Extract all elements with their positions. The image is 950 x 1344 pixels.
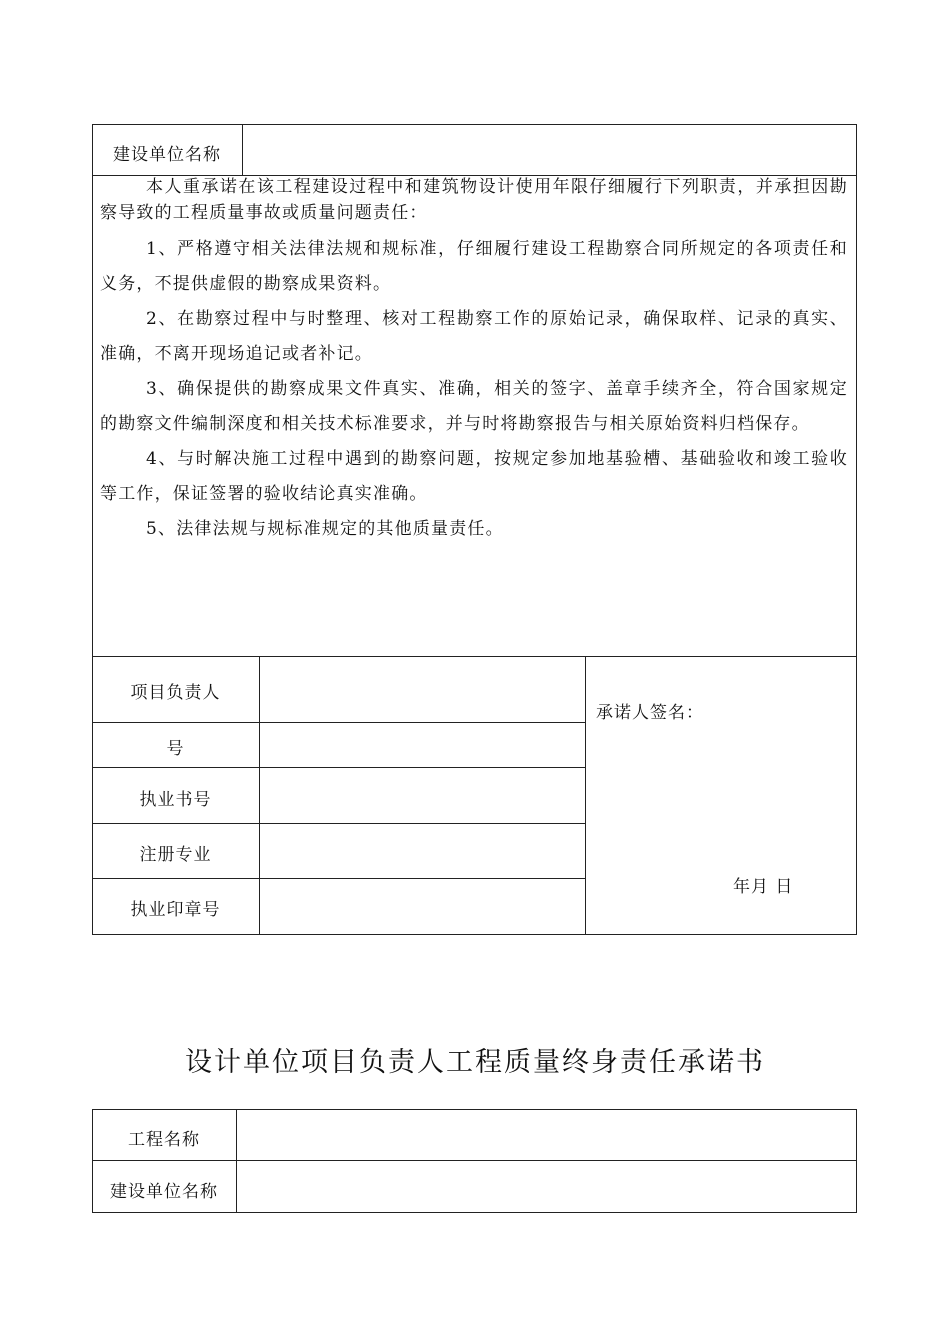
unit-name-label: 建设单位名称 (113, 145, 221, 165)
id-number-label: 号 (166, 739, 185, 759)
commitment-intro: 本人重承诺在该工程建设过程中和建筑物设计使用年限仔细履行下列职责，并承担因勘察导致的工程质量事故或质量问题责任： (100, 177, 848, 223)
registered-specialty-label: 注册专业 (139, 845, 212, 865)
license-number-value[interactable] (260, 768, 585, 823)
project-leader-label: 项目负责人 (130, 683, 221, 703)
commitment-item: 1、严格遵守相关法律法规和规标准，仔细履行建设工程勘察合同所规定的各项责任和义务，不提供虚假的勘察成果资料。 (100, 239, 848, 294)
license-number-label: 执业书号 (139, 790, 212, 810)
signature-area[interactable] (586, 725, 856, 865)
commitment-item: 4、与时解决施工过程中遇到的勘察问题，按规定参加地基验槽、基础验收和竣工验收等工作，保证签署的验收结论真实准确。 (100, 449, 848, 504)
page-title: 设计单位项目负责人工程质量终身责任承诺书 (185, 1047, 765, 1078)
registered-specialty-value[interactable] (260, 824, 585, 878)
commitment-text (100, 172, 848, 547)
unit-name-label-2: 建设单位名称 (110, 1182, 218, 1202)
signature-label: 承诺人签名： (596, 703, 704, 723)
commitment-item: 5、法律法规与规标准规定的其他质量责任。 (146, 519, 504, 539)
seal-number-value[interactable] (260, 879, 585, 934)
project-name-label: 工程名称 (128, 1130, 200, 1150)
project-leader-value[interactable] (260, 657, 585, 722)
date-label: 年月 日 (733, 877, 794, 897)
commitment-item: 3、确保提供的勘察成果文件真实、准确，相关的签字、盖章手续齐全，符合国家规定的勘察文件编制深度和相关技术标准要求，并与时将勘察报告与相关原始资料归档保存。 (100, 379, 848, 434)
seal-number-label: 执业印章号 (130, 900, 221, 920)
unit-name-value-2[interactable] (237, 1161, 856, 1212)
commitment-item: 2、在勘察过程中与时整理、核对工程勘察工作的原始记录，确保取样、记录的真实、准确，不离开现场追记或者补记。 (100, 309, 848, 364)
id-number-value[interactable] (260, 723, 585, 767)
project-name-value[interactable] (237, 1110, 856, 1160)
unit-name-value[interactable] (243, 125, 856, 175)
